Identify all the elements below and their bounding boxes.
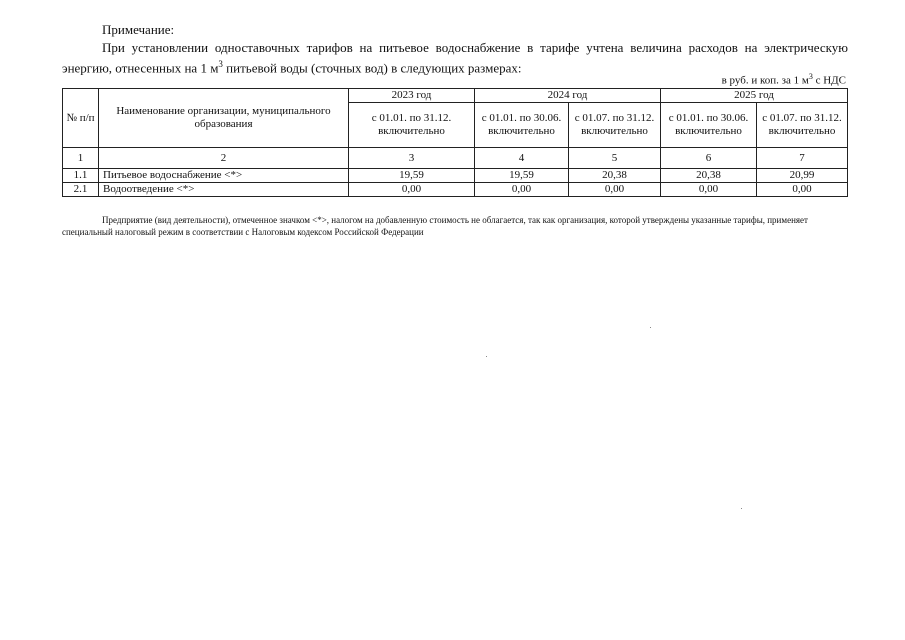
column-number: 4 [475, 148, 569, 169]
tariff-value: 0,00 [661, 183, 757, 197]
note-text-superscript: 3 [218, 59, 223, 69]
tariff-value: 20,38 [661, 169, 757, 183]
tariff-value: 19,59 [475, 169, 569, 183]
header-period: с 01.01. по 30.06. включительно [475, 103, 569, 148]
scan-speck [741, 508, 742, 509]
table-header-row-years [63, 89, 848, 103]
units-superscript: 3 [808, 72, 813, 81]
units-label [640, 72, 846, 87]
tariff-value: 0,00 [569, 183, 661, 197]
header-year-2025: 2025 год [661, 89, 848, 103]
tariff-value: 0,00 [349, 183, 475, 197]
tariff-value: 19,59 [349, 169, 475, 183]
footnote [62, 214, 848, 238]
row-name: Водоотведение <*> [99, 183, 349, 197]
table-column-numbers-row [63, 148, 848, 169]
column-number: 6 [661, 148, 757, 169]
units-before: в руб. и коп. за 1 м [721, 74, 809, 87]
table-row [63, 183, 848, 197]
footnote-text: Предприятие (вид деятельности), отмеченное значком <*>, налогом на добавленную стоимость не облагается, так как организация, которой утверждены указанные тарифы, применяет специальный налоговый режим в соответствии с Налоговым кодексом Российской Федерации [62, 215, 808, 237]
header-no: № п/п [63, 89, 99, 148]
tariff-value: 0,00 [475, 183, 569, 197]
tariff-value: 20,38 [569, 169, 661, 183]
header-period: с 01.07. по 31.12. включительно [569, 103, 661, 148]
row-name: Питьевое водоснабжение <*> [99, 169, 349, 183]
column-number: 5 [569, 148, 661, 169]
header-year-2024: 2024 год [475, 89, 661, 103]
column-number: 7 [757, 148, 848, 169]
header-period: с 01.01. по 30.06. включительно [661, 103, 757, 148]
header-period: с 01.01. по 31.12. включительно [349, 103, 475, 148]
note-title: Примечание: [102, 22, 175, 37]
header-period: с 01.07. по 31.12. включительно [757, 103, 848, 148]
note-text-before: При установлении одноставочных тарифов на питьевое водоснабжение в тарифе учтена величина расходов на электрическую энергию, отнесенных на 1 м [62, 40, 848, 76]
table-row [63, 169, 848, 183]
column-number: 3 [349, 148, 475, 169]
row-number: 2.1 [63, 183, 99, 197]
row-number: 1.1 [63, 169, 99, 183]
units-after: с НДС [812, 74, 846, 87]
column-number: 1 [63, 148, 99, 169]
scan-speck [486, 356, 487, 357]
tariff-table [62, 88, 848, 197]
header-year-2023: 2023 год [349, 89, 475, 103]
note-text [62, 40, 848, 76]
header-name: Наименование организации, муниципального образования [99, 89, 349, 148]
scan-speck [650, 327, 651, 328]
column-number: 2 [99, 148, 349, 169]
tariff-value: 20,99 [757, 169, 848, 183]
note-text-after: питьевой воды (сточных вод) в следующих размерах: [222, 60, 522, 76]
tariff-value: 0,00 [757, 183, 848, 197]
